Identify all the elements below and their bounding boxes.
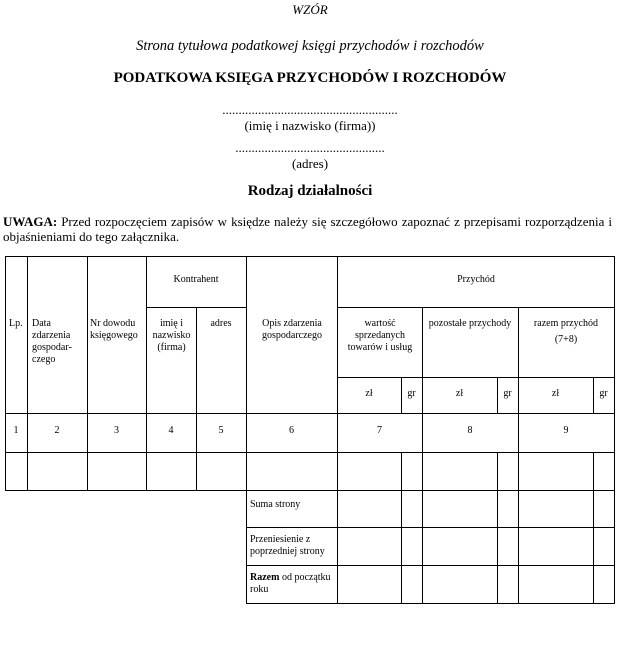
header-razem: razem przychód: [533, 318, 599, 329]
header-lp: Lp.: [9, 318, 23, 329]
table-col-line: [146, 256, 147, 491]
table-line-group: [337, 307, 615, 308]
col-number: 4: [168, 425, 174, 436]
unit-gr-8: gr: [503, 388, 512, 399]
header-nr-dowodu: Nr dowodu księgowego: [90, 318, 138, 341]
page-title: PODATKOWA KSIĘGA PRZYCHODÓW I ROZCHODÓW: [113, 70, 507, 86]
col-number: 3: [114, 425, 119, 436]
unit-zl-7: zł: [365, 388, 373, 399]
address-caption: (adres): [291, 156, 329, 171]
header-pozostale: pozostałe przychody: [428, 318, 512, 329]
table-line-summary: [246, 527, 615, 528]
header-wartosc: wartość sprzedanych towarów i usług: [347, 318, 413, 353]
unit-zl-8: zł: [455, 388, 464, 399]
table-col-line: [518, 307, 519, 604]
address-fill-line: ..............................................: [235, 140, 385, 155]
table-col-line: [196, 307, 197, 491]
activity-heading: Rodzaj działalności: [247, 183, 373, 199]
summary-razem-bold: Razem: [250, 572, 280, 583]
header-adres: adres: [210, 318, 232, 329]
col-number: 7: [377, 425, 382, 436]
table-line-numbers-bottom: [5, 452, 615, 453]
table-line-summary-bottom: [246, 603, 615, 604]
note-label: UWAGA:: [3, 214, 58, 229]
summary-razem-rest: od początku roku: [250, 572, 331, 595]
table-border-top: [5, 256, 615, 257]
table-line-entry-bottom: [5, 490, 615, 491]
col-number: 5: [218, 425, 224, 436]
table-line-summary: [246, 565, 615, 566]
header-kontrahent: Kontrahent: [173, 274, 219, 285]
table-line-header-bottom: [5, 413, 615, 414]
table-border-right: [614, 256, 615, 604]
table-line-units: [337, 377, 615, 378]
unit-gr-7: gr: [407, 388, 416, 399]
unit-zl-9: zł: [551, 388, 560, 399]
header-razem-formula: (7+8): [554, 334, 578, 345]
col-number: 1: [13, 425, 19, 436]
summary-razem: [250, 572, 336, 596]
summary-suma-strony: Suma strony: [250, 499, 301, 510]
col-number: 2: [54, 425, 60, 436]
table-border-left: [5, 256, 6, 491]
table-gr-line: [401, 452, 402, 604]
table-gr-line: [593, 452, 594, 604]
name-caption: (imię i nazwisko (firma)): [244, 118, 376, 133]
header-opis: Opis zdarzenia gospodarczego: [262, 318, 322, 341]
table-col-line: [27, 256, 28, 491]
col-number: 9: [563, 425, 569, 436]
header-przychod: Przychód: [457, 274, 495, 285]
header-imie: imię i nazwisko (firma): [152, 318, 191, 353]
unit-gr-9: gr: [599, 388, 608, 399]
table-col-line: [422, 307, 423, 604]
note-text: Przed rozpoczęciem zapisów w księdze należy się szczegółowo zapoznać z przepisami rozporządzenia i objaśnieniami do tego załącznika.: [3, 214, 612, 244]
summary-przeniesienie: Przeniesienie z poprzedniej strony: [250, 534, 325, 557]
template-label: WZÓR: [292, 2, 328, 17]
page-subtitle: Strona tytułowa podatkowej księgi przychodów i rozchodów: [136, 38, 484, 54]
name-fill-line: ......................................................: [222, 102, 398, 117]
table-col-line: [87, 256, 88, 491]
col-number: 8: [467, 425, 473, 436]
header-data: Data zdarzenia gospodar-czego: [32, 318, 72, 365]
col-number: 6: [289, 425, 294, 436]
table-gr-line: [497, 452, 498, 604]
